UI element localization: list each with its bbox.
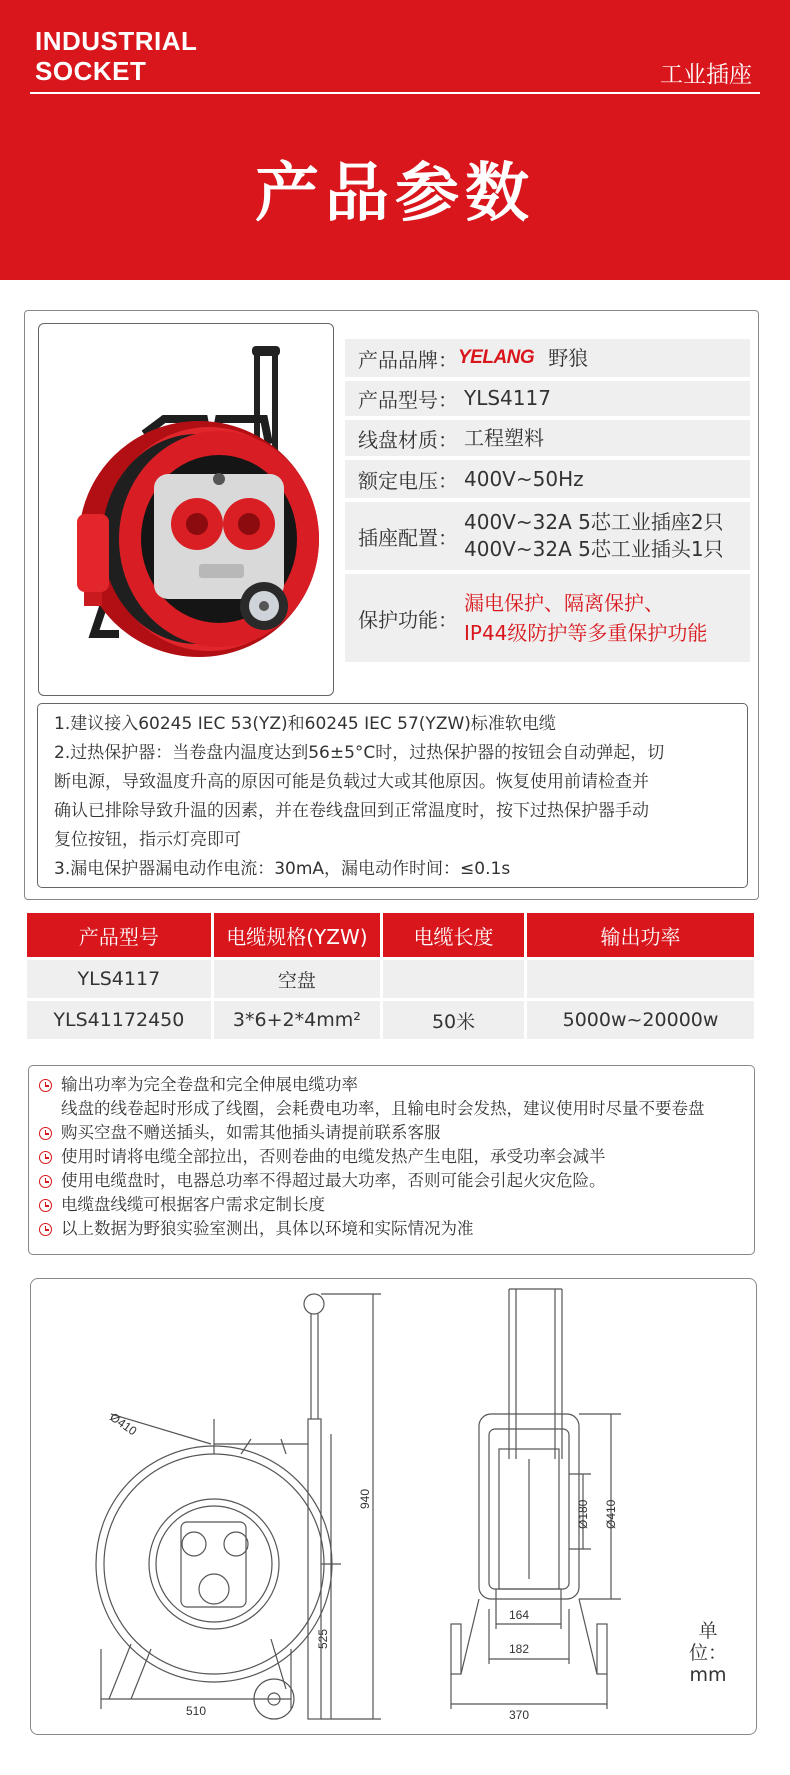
brand-english <box>35 26 197 86</box>
note-line: 断电源，导致温度升高的原因可能是负载过大或其他原因。恢复使用前请检查并 <box>54 772 649 792</box>
spec-row-socket <box>345 502 750 570</box>
dim-front-width: 510 <box>186 1704 207 1718</box>
spec-label-model: 产品型号： <box>358 388 458 412</box>
table-cell <box>383 960 524 998</box>
dim-inner-width: 164 <box>509 1608 530 1622</box>
clock-icon <box>39 1199 52 1212</box>
dim-front-diameter: Ø410 <box>107 1409 140 1439</box>
clock-icon <box>39 1151 52 1164</box>
dim-total-height: 940 <box>358 1488 372 1509</box>
usage-notes <box>37 703 748 888</box>
clock-icon <box>39 1079 52 1092</box>
tip-item <box>37 1169 748 1193</box>
table-cell: 空盘 <box>214 960 380 998</box>
header-divider <box>30 92 760 94</box>
spec-label-protection: 保护功能： <box>358 607 458 632</box>
page-title: 产品参数 <box>255 157 535 231</box>
note-line: 1.建议接入60245 IEC 53(YZ)和60245 IEC 57(YZW)标准软电缆 <box>54 714 556 734</box>
header-banner <box>0 0 790 280</box>
brand-english-line1: INDUSTRIAL <box>35 26 198 56</box>
spec-label-voltage: 额定电压： <box>358 468 458 493</box>
spec-label-socket: 插座配置： <box>358 525 458 550</box>
spec-label-brand: 产品品牌： <box>358 347 458 372</box>
table-cell: YLS4117 <box>27 960 211 998</box>
dimension-drawing <box>30 1278 757 1735</box>
spec-value-brand: 野狼 <box>548 345 589 370</box>
spec-row-voltage <box>345 460 750 498</box>
table-cell <box>527 960 754 998</box>
dim-total-width: 370 <box>509 1708 530 1722</box>
tip-text: 使用电缆盘时，电器总功率不得超过最大功率，否则可能会引起火灾危险。 <box>61 1171 606 1190</box>
dimension-drawing-svg <box>31 1279 757 1735</box>
tip-item <box>37 1217 748 1241</box>
spec-row-material <box>345 420 750 456</box>
spec-value-socket-line1: 400V~32A 5芯工业插座2只 <box>464 510 724 534</box>
spec-row-brand <box>345 339 750 377</box>
clock-icon <box>39 1175 52 1188</box>
table-row <box>27 960 754 998</box>
spec-value-socket <box>458 509 724 563</box>
table-header-output-power: 输出功率 <box>527 913 754 957</box>
spec-value-protection-line1: 漏电保护、隔离保护、 <box>464 591 664 615</box>
tip-text: 电缆盘线缆可根据客户需求定制长度 <box>61 1195 325 1214</box>
tip-text: 购买空盘不赠送插头，如需其他插头请提前联系客服 <box>61 1123 441 1142</box>
spec-row-protection <box>345 574 750 662</box>
tip-item <box>37 1097 748 1121</box>
spec-value-protection-line2: IP44级防护等多重保护功能 <box>464 621 708 645</box>
table-header-row <box>27 913 754 957</box>
dim-inner-diameter: Ø180 <box>576 1499 590 1529</box>
cable-reel-illustration <box>39 324 334 696</box>
tip-text: 以上数据为野狼实验室测出，具体以环境和实际情况为准 <box>61 1219 474 1238</box>
spec-value-model: YLS4117 <box>464 386 551 410</box>
yelang-logo: YELANG <box>458 347 535 368</box>
spec-list <box>345 339 750 666</box>
spec-value-voltage: 400V~50Hz <box>464 466 584 491</box>
tip-item <box>37 1193 748 1217</box>
table-row <box>27 1001 754 1039</box>
table-cell: YLS41172450 <box>27 1001 211 1039</box>
spec-value-socket-line2: 400V~32A 5芯工业插头1只 <box>464 537 724 561</box>
tips-box <box>28 1065 755 1255</box>
unit-label: 单位：mm <box>688 1620 727 1686</box>
spec-box <box>24 310 759 900</box>
tip-text: 线盘的线卷起时形成了线圈，会耗费电功率，且输电时会发热，建议使用时尽量不要卷盘 <box>61 1099 705 1118</box>
brand-english-line2: SOCKET <box>35 56 147 86</box>
note-line: 2.过热保护器：当卷盘内温度达到56±5°C时，过热保护器的按钮会自动弹起，切 <box>54 743 665 763</box>
table-header-model: 产品型号 <box>27 913 211 957</box>
note-line: 3.漏电保护器漏电动作电流：30mA，漏电动作时间：≤0.1s <box>54 859 511 879</box>
note-line: 复位按钮，指示灯亮即可 <box>54 830 241 850</box>
note-line: 确认已排除导致升温的因素，并在卷线盘回到正常温度时，按下过热保护器手动 <box>54 801 649 821</box>
brand-chinese: 工业插座 <box>660 62 752 88</box>
dim-drum-width: 182 <box>509 1642 530 1656</box>
tip-text: 使用时请将电缆全部拉出，否则卷曲的电缆发热产生电阻，承受功率会减半 <box>61 1147 606 1166</box>
dim-axle-height: 525 <box>316 1628 330 1649</box>
tip-item <box>37 1073 748 1097</box>
table-cell: 50米 <box>383 1001 524 1039</box>
tip-item <box>37 1121 748 1145</box>
spec-row-model <box>345 381 750 416</box>
clock-icon <box>39 1127 52 1140</box>
spec-label-material: 线盘材质： <box>358 427 458 452</box>
table-header-cable-length: 电缆长度 <box>383 913 524 957</box>
tip-text: 输出功率为完全卷盘和完全伸展电缆功率 <box>61 1075 358 1094</box>
table-cell: 3*6+2*4mm² <box>214 1001 380 1039</box>
table-header-cable-spec: 电缆规格(YZW) <box>214 913 380 957</box>
spec-value-material: 工程塑料 <box>464 425 544 450</box>
tip-item <box>37 1145 748 1169</box>
clock-icon <box>39 1223 52 1236</box>
spec-value-protection <box>458 588 707 648</box>
dim-side-diameter: Ø410 <box>604 1499 618 1529</box>
product-photo <box>38 323 334 696</box>
table-cell: 5000w~20000w <box>527 1001 754 1039</box>
model-table <box>24 910 757 1042</box>
